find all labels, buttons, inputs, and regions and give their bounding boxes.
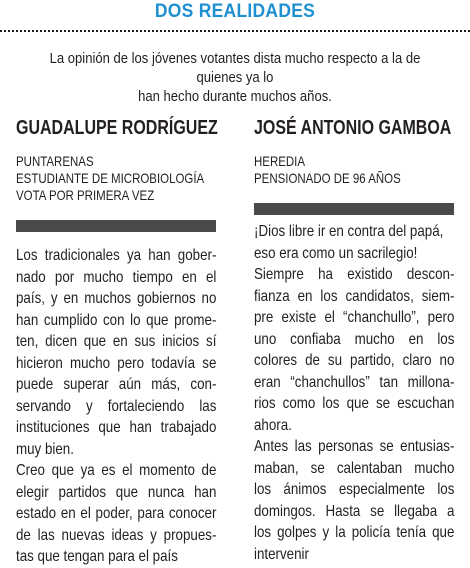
text-line: Los tradicionales ya han gober-: [16, 247, 217, 264]
intro-text: [27, 50, 443, 107]
text-line: domingos. Hasta se llegaba a: [254, 502, 455, 520]
text-line: instituciones que han trabajado: [16, 419, 217, 436]
intro-line: han hecho durante muchos años.: [138, 89, 332, 105]
text-line: tas que tengan para el país: [16, 548, 178, 565]
text-line: ten, dicen que en sus inicios sí: [16, 333, 217, 350]
text-line: eso era como un sacrilegio!: [254, 244, 418, 262]
text-line: país, y en muchos gobiernos no: [16, 290, 217, 307]
text-line: estado en el poder, para conocer: [16, 505, 217, 522]
text-line: Antes las personas se entusias-: [254, 438, 455, 455]
text-line: rios como los que se escuchan: [254, 395, 455, 412]
text-line: servando y fortaleciendo las: [16, 397, 217, 415]
text-line: Creo que ya es el momento de: [16, 462, 217, 479]
text-line: hicieron mucho pero todavía se: [16, 354, 217, 372]
dotted-divider: [0, 30, 470, 32]
section-title: DOS REALIDADES: [154, 1, 316, 22]
text-line: ahora.: [254, 416, 292, 434]
text-line: puede superar aún más, con-: [16, 376, 217, 393]
text-line: fianza en los candidatos, siem-: [254, 287, 455, 305]
person-occupation: PENSIONADO DE 96 AÑOS: [254, 170, 401, 186]
text-line: han cumplido con lo que prome-: [16, 311, 217, 329]
person-location: HEREDIA: [254, 153, 306, 169]
person-info: [16, 153, 213, 204]
divider-bar: [254, 203, 454, 215]
text-line: de las nuevas ideas y propues-: [16, 526, 217, 544]
person-name: GUADALUPE RODRÍGUEZ: [16, 117, 218, 139]
text-line: uno confiaba mucho en los: [254, 330, 455, 348]
text-line: intervenir: [254, 545, 309, 563]
text-line: muy bien.: [16, 440, 74, 458]
quote-text: [254, 221, 454, 565]
text-line: ¡Dios libre ir en contra del papá,: [254, 223, 444, 240]
quote-paragraph: [16, 460, 216, 568]
quote-paragraph: [254, 436, 454, 565]
person-location: PUNTARENAS: [16, 153, 94, 169]
quote-text: [16, 245, 216, 568]
text-line: los golpes y la policía tenía que: [254, 524, 455, 541]
text-line: los ánimos especialmente los: [254, 481, 455, 498]
person-voter-status: VOTA POR PRIMERA VEZ: [16, 187, 155, 203]
person-info: [254, 153, 451, 187]
text-line: nado por mucho tiempo en el: [16, 268, 217, 286]
text-line: Siempre ha existido descon-: [254, 266, 455, 283]
person-name: JOSÉ ANTONIO GAMBOA: [254, 117, 452, 139]
text-line: eran “chanchullos” tan millona-: [254, 373, 455, 391]
text-line: colores de su partido, claro no: [254, 352, 455, 369]
text-line: elegir partidos que nunca han: [16, 483, 217, 501]
text-line: maban, se calentaban mucho: [254, 459, 455, 477]
intro-line: La opinión de los jóvenes votantes dista mucho respecto a la de quienes ya lo: [49, 51, 421, 86]
quote-paragraph: [16, 245, 216, 460]
text-line: pre existe el “chanchullo”, pero: [254, 309, 455, 326]
quote-paragraph: [254, 221, 454, 264]
section-header: [0, 0, 470, 46]
person-occupation: ESTUDIANTE DE MICROBIOLOGÍA: [16, 170, 205, 186]
quote-paragraph: [254, 264, 454, 436]
divider-bar: [16, 220, 216, 232]
